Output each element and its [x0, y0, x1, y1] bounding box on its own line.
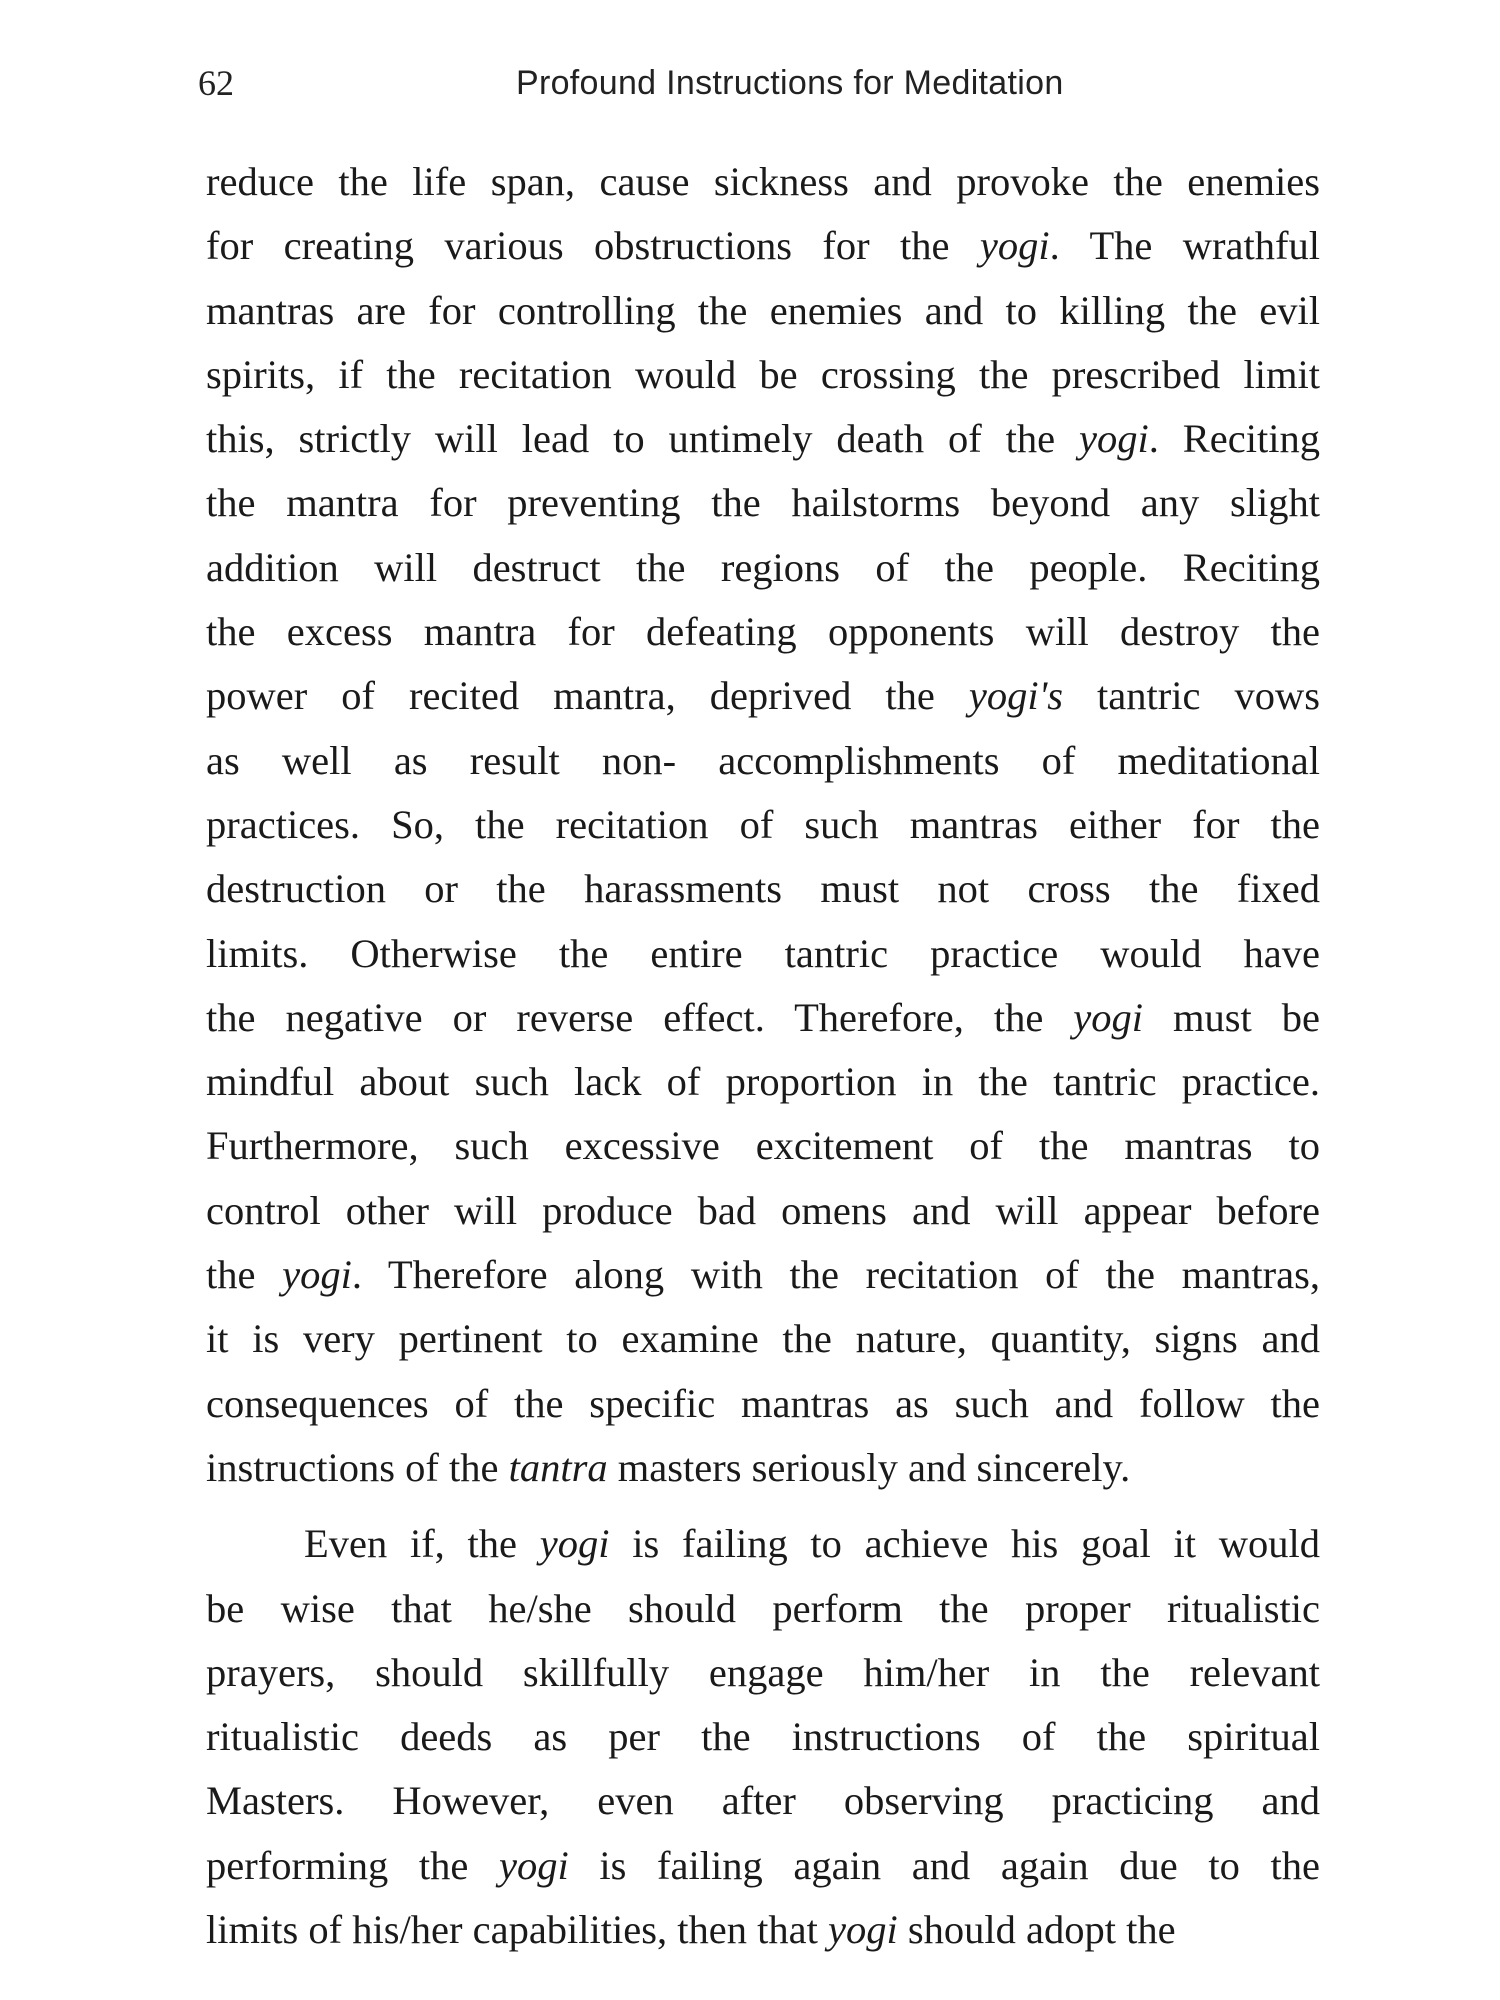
text-run: limits of his/her capabilities, then that [206, 1907, 828, 1953]
text-run: instructions of the [206, 1444, 509, 1490]
text-line [206, 1834, 1320, 1898]
page-number: 62 [198, 63, 234, 103]
text-line [206, 343, 1320, 407]
text-line [206, 1898, 1320, 1962]
text-run: consequences of the specific mantras as such and follow the [206, 1380, 1320, 1426]
italic-term: tantra [508, 1444, 608, 1490]
text-line [206, 407, 1320, 471]
text-line [206, 1372, 1320, 1436]
text-line [206, 600, 1320, 664]
text-line [206, 471, 1320, 535]
italic-term: yogi [979, 223, 1050, 269]
text-line [206, 1114, 1320, 1178]
italic-term: yogi [1073, 994, 1144, 1040]
text-line [206, 1243, 1320, 1307]
text-run: . Reciting [1148, 416, 1320, 462]
text-run: the [206, 1252, 283, 1298]
paragraph [206, 150, 1320, 1500]
text-run: control other will produce bad omens and will appear before [206, 1187, 1320, 1233]
italic-term: yogi [498, 1842, 569, 1888]
text-run: practices. So, the recitation of such mantras either for the [206, 801, 1320, 847]
italic-term: yogi's [968, 673, 1064, 719]
italic-term: yogi [828, 1907, 898, 1953]
text-run: for creating various obstructions for the [206, 223, 980, 269]
text-run: masters seriously and sincerely. [607, 1444, 1131, 1490]
text-run: Even if, the [304, 1521, 540, 1567]
text-line [206, 1436, 1320, 1500]
text-line [206, 793, 1320, 857]
text-run: destruction or the harassments must not cross the fixed [206, 866, 1320, 912]
text-run: performing the [206, 1842, 499, 1888]
text-run: limits. Otherwise the entire tantric practice would have [206, 930, 1320, 976]
text-line [206, 1307, 1320, 1371]
running-header [198, 62, 1318, 112]
paragraph [206, 1512, 1320, 1962]
text-run: this, strictly will lead to untimely death of the [206, 416, 1080, 462]
italic-term: yogi [539, 1521, 610, 1567]
text-line [206, 536, 1320, 600]
text-run: the mantra for preventing the hailstorms beyond any slight [206, 480, 1320, 526]
text-run: ritualistic deeds as per the instructions of the spiritual [206, 1714, 1320, 1760]
text-line [206, 922, 1320, 986]
text-line [206, 664, 1320, 728]
text-run: tantric vows [1063, 673, 1320, 719]
text-run: Furthermore, such excessive excitement of the mantras to [206, 1123, 1320, 1169]
text-run: as well as result non- accomplishments of meditational [206, 737, 1320, 783]
text-run: mindful about such lack of proportion in the tantric practice. [206, 1059, 1320, 1105]
text-line [206, 729, 1320, 793]
text-run: is failing to achieve his goal it would [609, 1521, 1320, 1567]
text-run: . Therefore along with the recitation of the mantras, [351, 1252, 1321, 1298]
text-run: be wise that he/she should perform the proper ritualistic [206, 1585, 1320, 1631]
book-title: Profound Instructions for Meditation [516, 64, 1064, 102]
text-run: spirits, if the recitation would be crossing the prescribed limit [206, 351, 1320, 397]
body-text [206, 150, 1320, 1962]
text-line [206, 1705, 1320, 1769]
italic-term: yogi [1079, 416, 1149, 462]
text-line [206, 279, 1320, 343]
text-run: . The wrathful [1049, 223, 1321, 269]
text-run: it is very pertinent to examine the nature, quantity, signs and [206, 1316, 1320, 1362]
text-run: must be [1143, 994, 1320, 1040]
text-line [206, 986, 1320, 1050]
text-run: the excess mantra for defeating opponents will destroy the [206, 609, 1320, 655]
text-line [206, 1769, 1320, 1833]
text-run: power of recited mantra, deprived the [206, 673, 969, 719]
text-run: the negative or reverse effect. Therefore, the [206, 994, 1074, 1040]
text-run: Masters. However, even after observing practicing and [206, 1778, 1320, 1824]
text-run: reduce the life span, cause sickness and provoke the enemies [206, 159, 1320, 204]
text-line [206, 1512, 1320, 1576]
text-line [206, 150, 1320, 214]
text-line [206, 1577, 1320, 1641]
text-line [206, 214, 1320, 278]
italic-term: yogi [282, 1252, 352, 1298]
text-run: addition will destruct the regions of the people. Reciting [206, 544, 1320, 590]
text-line [206, 1641, 1320, 1705]
text-line [206, 1179, 1320, 1243]
text-run: mantras are for controlling the enemies and to killing the evil [206, 287, 1320, 333]
text-run: prayers, should skillfully engage him/her in the relevant [206, 1649, 1320, 1695]
text-run: is failing again and again due to the [568, 1842, 1321, 1888]
text-run: should adopt the [897, 1907, 1176, 1953]
text-line [206, 1050, 1320, 1114]
text-line [206, 857, 1320, 921]
